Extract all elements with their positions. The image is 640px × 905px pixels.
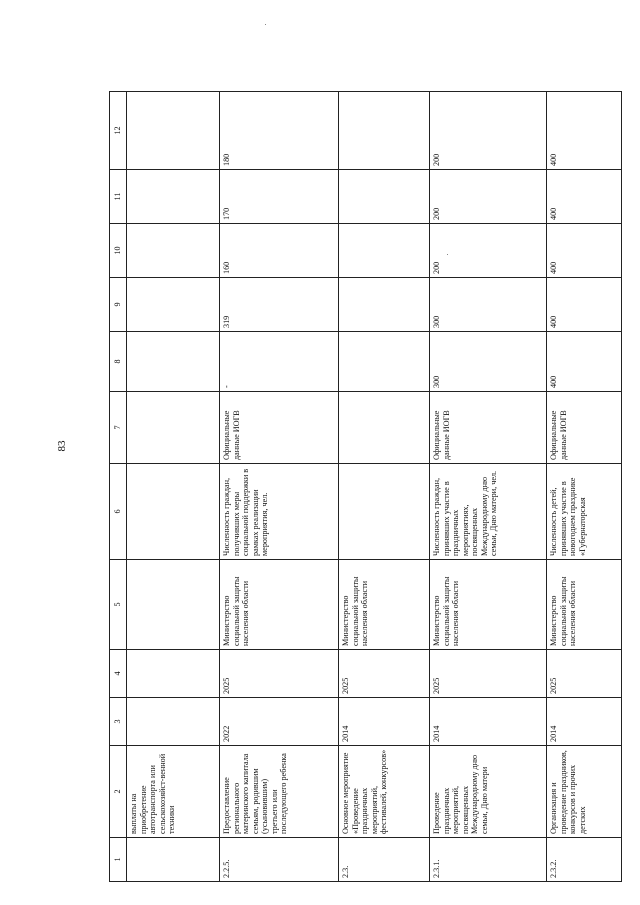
- col-header: 4: [110, 650, 127, 698]
- cell-value: 400: [547, 278, 622, 332]
- rotated-table-wrapper: [109, 92, 587, 882]
- page-number: 83: [56, 440, 68, 452]
- cell-end-year: 2025: [547, 650, 622, 698]
- cell-end-year: 2025: [430, 650, 547, 698]
- cell-value: 300: [430, 332, 547, 392]
- cell-code: 2.2.5.: [220, 838, 339, 882]
- cell-value: [339, 92, 430, 170]
- cell-source: [127, 392, 220, 464]
- cell-executor: Министерство социальной защиты населения области: [339, 560, 430, 650]
- cell-executor: Министерство социальной защиты населения области: [430, 560, 547, 650]
- cell-indicator: [339, 464, 430, 560]
- cell-end-year: [127, 650, 220, 698]
- cell-source: Официальные данные ИОГВ: [220, 392, 339, 464]
- cell-start-year: 2014: [547, 698, 622, 746]
- col-header: 12: [110, 92, 127, 170]
- col-header: 9: [110, 278, 127, 332]
- cell-start-year: 2014: [339, 698, 430, 746]
- col-header: 7: [110, 392, 127, 464]
- cell-executor: Министерство социальной защиты населения области: [220, 560, 339, 650]
- cell-value: [339, 278, 430, 332]
- cell-value: [127, 278, 220, 332]
- cell-value: [339, 224, 430, 278]
- cell-value: [339, 332, 430, 392]
- cell-start-year: 2022: [220, 698, 339, 746]
- cell-value: [127, 170, 220, 224]
- cell-value: [127, 332, 220, 392]
- cell-value: -: [220, 332, 339, 392]
- cell-end-year: 2025: [339, 650, 430, 698]
- cell-name: Проведение праздничных мероприятий, посвященных Международному дню семьи, Дню матери: [430, 746, 547, 838]
- cell-indicator: [127, 464, 220, 560]
- cell-start-year: [127, 698, 220, 746]
- col-header: 2: [110, 746, 127, 838]
- col-header: 10: [110, 224, 127, 278]
- indicators-table: [109, 91, 622, 882]
- cell-name: Организация и проведение праздников, конкурсов и прочих детских: [547, 746, 622, 838]
- col-header: 6: [110, 464, 127, 560]
- cell-code: 2.3.2.: [547, 838, 622, 882]
- col-header: 11: [110, 170, 127, 224]
- cell-value: 319: [220, 278, 339, 332]
- cell-value: 400: [547, 92, 622, 170]
- cell-value: 400: [547, 224, 622, 278]
- cell-code: 2.3.1.: [430, 838, 547, 882]
- col-header: 3: [110, 698, 127, 746]
- table-row: [339, 92, 430, 882]
- cell-value: 400: [547, 332, 622, 392]
- cell-value: 200: [430, 170, 547, 224]
- cell-value: 200: [430, 224, 547, 278]
- cell-value: 160: [220, 224, 339, 278]
- col-header: 5: [110, 560, 127, 650]
- cell-value: 170: [220, 170, 339, 224]
- cell-source: [339, 392, 430, 464]
- table-row: [220, 92, 339, 882]
- cell-source: Официальные данные ИОГВ: [547, 392, 622, 464]
- cell-value: 400: [547, 170, 622, 224]
- cell-name: Предоставление регионального материнского капитала семьям, родившим (усыновившим) третьего или последующего ребенка: [220, 746, 339, 838]
- cell-executor: [127, 560, 220, 650]
- cell-value: 200: [430, 92, 547, 170]
- cell-value: [127, 224, 220, 278]
- scan-speck: [265, 24, 266, 25]
- cell-value: [339, 170, 430, 224]
- cell-value: 300: [430, 278, 547, 332]
- table-stage: [109, 92, 587, 882]
- table-row: [547, 92, 622, 882]
- cell-value: 180: [220, 92, 339, 170]
- table-row: [127, 92, 220, 882]
- cell-code: [127, 838, 220, 882]
- cell-end-year: 2025: [220, 650, 339, 698]
- cell-name: выплаты на приобретение автотранспорта или сельскохозяйст-венной техники: [127, 746, 220, 838]
- cell-indicator: Численность граждан, принявших участие в праздничных мероприятиях, посвященных Международному дню семьи, Дню матери, чел.: [430, 464, 547, 560]
- col-header: 1: [110, 838, 127, 882]
- cell-executor: Министерство социальной защиты населения области: [547, 560, 622, 650]
- cell-code: 2.3.: [339, 838, 430, 882]
- col-header: 8: [110, 332, 127, 392]
- table-header-row: [110, 92, 127, 882]
- cell-indicator: Численность граждан, получивших меры социальной поддержки в рамках реализации мероприятия, чел.: [220, 464, 339, 560]
- cell-source: Официальные данные ИОГВ: [430, 392, 547, 464]
- cell-start-year: 2014: [430, 698, 547, 746]
- cell-name: Основное мероприятие «Проведение праздничных мероприятий, фестивалей, конкурсов»: [339, 746, 430, 838]
- cell-indicator: Численность детей, принявших участие в новогоднем празднике «Губернаторская: [547, 464, 622, 560]
- table-row: [430, 92, 547, 882]
- cell-value: [127, 92, 220, 170]
